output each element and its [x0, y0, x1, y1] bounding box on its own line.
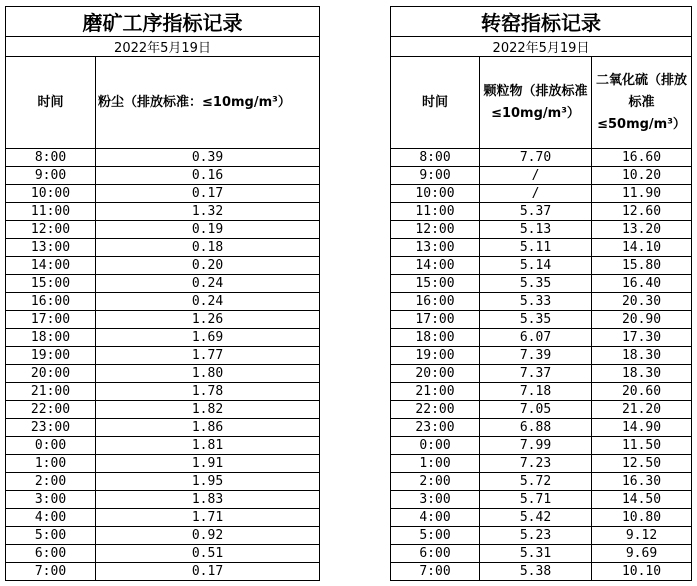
- particulate-value-cell: 7.70: [480, 149, 592, 167]
- table-row: [6, 473, 320, 491]
- dust-value-cell: 1.77: [96, 347, 320, 365]
- table-row: [391, 563, 692, 581]
- table-row: [6, 347, 320, 365]
- time-cell: 22:00: [6, 401, 96, 419]
- particulate-value-cell: 5.37: [480, 203, 592, 221]
- dust-value-cell: 1.91: [96, 455, 320, 473]
- dust-value-cell: 0.17: [96, 563, 320, 581]
- particulate-value-cell: 5.23: [480, 527, 592, 545]
- so2-value-cell: 18.30: [592, 365, 692, 383]
- time-cell: 10:00: [6, 185, 96, 203]
- dust-value-cell: 1.32: [96, 203, 320, 221]
- time-cell: 6:00: [391, 545, 480, 563]
- table-row: [391, 545, 692, 563]
- time-cell: 10:00: [391, 185, 480, 203]
- so2-value-cell: 11.90: [592, 185, 692, 203]
- particulate-value-cell: 5.11: [480, 239, 592, 257]
- time-cell: 8:00: [391, 149, 480, 167]
- time-cell: 13:00: [391, 239, 480, 257]
- dust-value-cell: 1.86: [96, 419, 320, 437]
- time-cell: 13:00: [6, 239, 96, 257]
- time-cell: 21:00: [6, 383, 96, 401]
- table-row: [391, 167, 692, 185]
- particulate-value-cell: 5.14: [480, 257, 592, 275]
- particulate-value-cell: 7.39: [480, 347, 592, 365]
- particulate-value-cell: 6.88: [480, 419, 592, 437]
- kiln-header-time: 时间: [391, 57, 480, 149]
- dust-value-cell: 1.95: [96, 473, 320, 491]
- kiln-table-title: 转窑指标记录: [391, 7, 692, 37]
- so2-value-cell: 9.12: [592, 527, 692, 545]
- table-row: [391, 221, 692, 239]
- time-cell: 6:00: [6, 545, 96, 563]
- dust-value-cell: 1.82: [96, 401, 320, 419]
- so2-value-cell: 16.40: [592, 275, 692, 293]
- particulate-value-cell: 5.72: [480, 473, 592, 491]
- so2-value-cell: 14.50: [592, 491, 692, 509]
- table-row: [391, 419, 692, 437]
- particulate-value-cell: 7.37: [480, 365, 592, 383]
- grinding-record-table: [5, 6, 320, 581]
- table-row: [6, 491, 320, 509]
- dust-value-cell: 1.80: [96, 365, 320, 383]
- particulate-value-cell: 7.18: [480, 383, 592, 401]
- table-row: [6, 509, 320, 527]
- time-cell: 11:00: [391, 203, 480, 221]
- dust-value-cell: 0.18: [96, 239, 320, 257]
- time-cell: 16:00: [391, 293, 480, 311]
- time-cell: 15:00: [391, 275, 480, 293]
- dust-value-cell: 0.24: [96, 275, 320, 293]
- table-row: [391, 311, 692, 329]
- dust-value-cell: 0.24: [96, 293, 320, 311]
- time-cell: 18:00: [6, 329, 96, 347]
- table-row: [6, 365, 320, 383]
- dust-value-cell: 1.81: [96, 437, 320, 455]
- dust-value-cell: 0.17: [96, 185, 320, 203]
- dust-value-cell: 0.92: [96, 527, 320, 545]
- time-cell: 1:00: [391, 455, 480, 473]
- time-cell: 9:00: [391, 167, 480, 185]
- so2-value-cell: 14.10: [592, 239, 692, 257]
- time-cell: 4:00: [6, 509, 96, 527]
- so2-value-cell: 14.90: [592, 419, 692, 437]
- table-row: [391, 185, 692, 203]
- particulate-value-cell: 5.42: [480, 509, 592, 527]
- grinding-table-date: 2022年5月19日: [6, 37, 320, 57]
- dust-value-cell: 0.19: [96, 221, 320, 239]
- time-cell: 12:00: [391, 221, 480, 239]
- so2-value-cell: 15.80: [592, 257, 692, 275]
- dust-value-cell: 1.78: [96, 383, 320, 401]
- time-cell: 0:00: [6, 437, 96, 455]
- table-row: [391, 149, 692, 167]
- time-cell: 2:00: [391, 473, 480, 491]
- particulate-value-cell: 5.13: [480, 221, 592, 239]
- table-row: [6, 185, 320, 203]
- time-cell: 21:00: [391, 383, 480, 401]
- so2-value-cell: 13.20: [592, 221, 692, 239]
- time-cell: 17:00: [391, 311, 480, 329]
- table-row: [391, 437, 692, 455]
- particulate-value-cell: 7.23: [480, 455, 592, 473]
- dust-value-cell: 0.20: [96, 257, 320, 275]
- particulate-value-cell: 7.05: [480, 401, 592, 419]
- particulate-value-cell: 7.99: [480, 437, 592, 455]
- table-row: [6, 311, 320, 329]
- time-cell: 12:00: [6, 221, 96, 239]
- table-row: [6, 329, 320, 347]
- time-cell: 14:00: [6, 257, 96, 275]
- table-row: [6, 239, 320, 257]
- table-row: [391, 275, 692, 293]
- particulate-value-cell: /: [480, 185, 592, 203]
- table-row: [6, 149, 320, 167]
- particulate-value-cell: 5.35: [480, 311, 592, 329]
- so2-value-cell: 10.10: [592, 563, 692, 581]
- table-row: [6, 203, 320, 221]
- grinding-header-dust: 粉尘（排放标准：≤10mg/m³）: [96, 57, 320, 149]
- time-cell: 0:00: [391, 437, 480, 455]
- so2-value-cell: 11.50: [592, 437, 692, 455]
- table-row: [391, 365, 692, 383]
- grinding-header-time: 时间: [6, 57, 96, 149]
- time-cell: 5:00: [391, 527, 480, 545]
- table-row: [6, 563, 320, 581]
- table-row: [6, 419, 320, 437]
- table-row: [6, 545, 320, 563]
- time-cell: 5:00: [6, 527, 96, 545]
- table-row: [6, 527, 320, 545]
- table-row: [391, 383, 692, 401]
- table-row: [391, 239, 692, 257]
- table-row: [391, 473, 692, 491]
- particulate-value-cell: 6.07: [480, 329, 592, 347]
- dust-value-cell: 0.39: [96, 149, 320, 167]
- table-row: [6, 221, 320, 239]
- time-cell: 3:00: [391, 491, 480, 509]
- so2-value-cell: 16.30: [592, 473, 692, 491]
- kiln-table-date: 2022年5月19日: [391, 37, 692, 57]
- table-row: [391, 329, 692, 347]
- so2-value-cell: 20.60: [592, 383, 692, 401]
- dust-value-cell: 1.69: [96, 329, 320, 347]
- time-cell: 3:00: [6, 491, 96, 509]
- time-cell: 20:00: [6, 365, 96, 383]
- dust-value-cell: 1.71: [96, 509, 320, 527]
- so2-value-cell: 16.60: [592, 149, 692, 167]
- dust-value-cell: 0.51: [96, 545, 320, 563]
- time-cell: 22:00: [391, 401, 480, 419]
- table-row: [6, 257, 320, 275]
- time-cell: 8:00: [6, 149, 96, 167]
- so2-value-cell: 20.90: [592, 311, 692, 329]
- table-row: [6, 167, 320, 185]
- dust-value-cell: 1.26: [96, 311, 320, 329]
- particulate-value-cell: /: [480, 167, 592, 185]
- so2-value-cell: 12.60: [592, 203, 692, 221]
- table-row: [391, 347, 692, 365]
- time-cell: 11:00: [6, 203, 96, 221]
- time-cell: 23:00: [6, 419, 96, 437]
- table-row: [391, 455, 692, 473]
- table-row: [6, 275, 320, 293]
- time-cell: 19:00: [391, 347, 480, 365]
- table-row: [391, 293, 692, 311]
- so2-value-cell: 10.20: [592, 167, 692, 185]
- time-cell: 23:00: [391, 419, 480, 437]
- so2-value-cell: 10.80: [592, 509, 692, 527]
- time-cell: 9:00: [6, 167, 96, 185]
- table-row: [6, 383, 320, 401]
- so2-value-cell: 18.30: [592, 347, 692, 365]
- table-row: [391, 527, 692, 545]
- dust-value-cell: 0.16: [96, 167, 320, 185]
- dust-value-cell: 1.83: [96, 491, 320, 509]
- grinding-table-title: 磨矿工序指标记录: [6, 7, 320, 37]
- kiln-record-table: [390, 6, 692, 581]
- table-row: [391, 203, 692, 221]
- particulate-value-cell: 5.71: [480, 491, 592, 509]
- time-cell: 16:00: [6, 293, 96, 311]
- particulate-value-cell: 5.35: [480, 275, 592, 293]
- so2-value-cell: 20.30: [592, 293, 692, 311]
- time-cell: 2:00: [6, 473, 96, 491]
- table-row: [6, 293, 320, 311]
- table-row: [6, 455, 320, 473]
- particulate-value-cell: 5.38: [480, 563, 592, 581]
- particulate-value-cell: 5.33: [480, 293, 592, 311]
- time-cell: 14:00: [391, 257, 480, 275]
- time-cell: 7:00: [391, 563, 480, 581]
- table-row: [6, 401, 320, 419]
- so2-value-cell: 21.20: [592, 401, 692, 419]
- time-cell: 20:00: [391, 365, 480, 383]
- table-row: [6, 437, 320, 455]
- kiln-header-so2: 二氧化硫（排放标准≤50mg/m³）: [592, 57, 692, 149]
- time-cell: 17:00: [6, 311, 96, 329]
- time-cell: 7:00: [6, 563, 96, 581]
- table-row: [391, 491, 692, 509]
- time-cell: 1:00: [6, 455, 96, 473]
- time-cell: 19:00: [6, 347, 96, 365]
- particulate-value-cell: 5.31: [480, 545, 592, 563]
- so2-value-cell: 9.69: [592, 545, 692, 563]
- time-cell: 18:00: [391, 329, 480, 347]
- kiln-header-particulate: 颗粒物（排放标准≤10mg/m³）: [480, 57, 592, 149]
- so2-value-cell: 17.30: [592, 329, 692, 347]
- table-row: [391, 257, 692, 275]
- time-cell: 4:00: [391, 509, 480, 527]
- table-row: [391, 401, 692, 419]
- table-row: [391, 509, 692, 527]
- time-cell: 15:00: [6, 275, 96, 293]
- so2-value-cell: 12.50: [592, 455, 692, 473]
